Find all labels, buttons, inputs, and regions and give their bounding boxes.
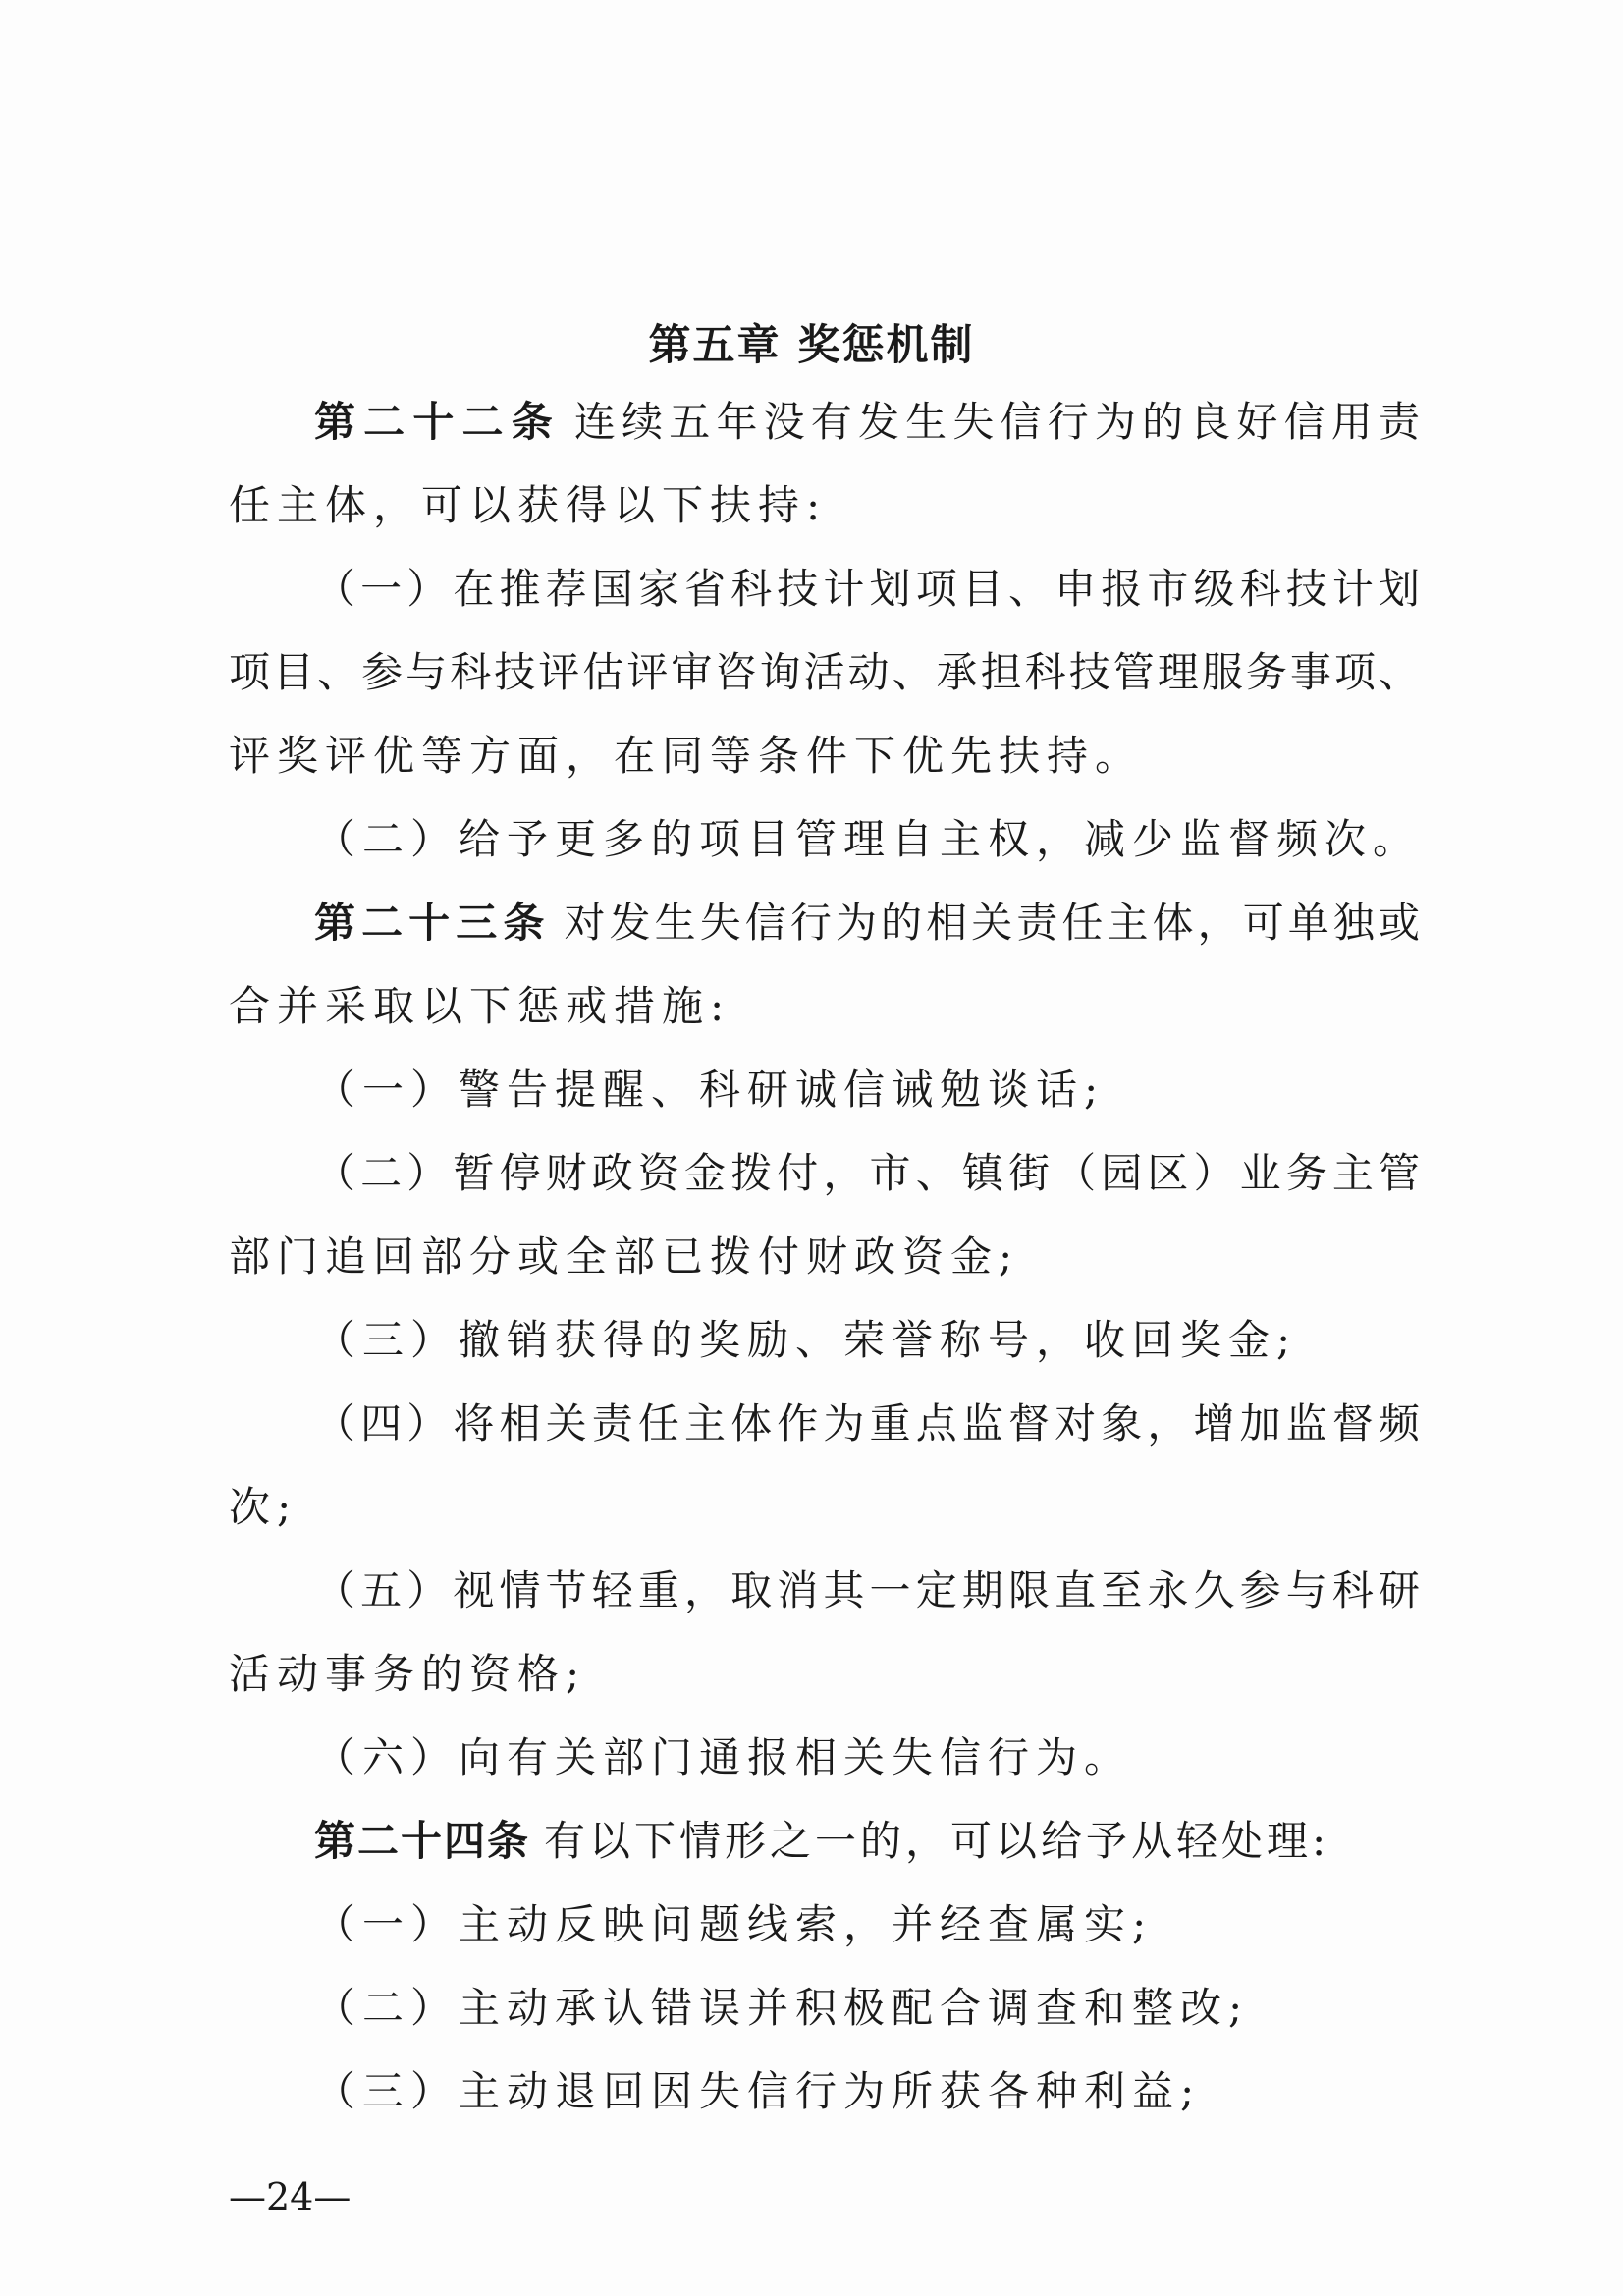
article-24-item-1: （一）主动反映问题线索，并经查属实; bbox=[314, 1900, 1154, 1948]
article-23-line-1 bbox=[314, 894, 1420, 953]
article-22-line-2: 任主体，可以获得以下扶持: bbox=[229, 481, 828, 529]
article-24-item-3: （三）主动退回因失信行为所获各种利益; bbox=[314, 2067, 1202, 2115]
article-23-item-5-line-2: 活动事务的资格; bbox=[229, 1650, 587, 1698]
article-22-item-1-line-1: （一）在推荐国家省科技计划项目、申报市级科技计划 bbox=[314, 565, 1420, 613]
article-22-text: 连续五年没有发生失信行为的良好信用责 bbox=[573, 398, 1420, 446]
article-22-heading: 第二十二条 bbox=[314, 398, 561, 446]
article-24-line-1 bbox=[314, 1812, 1329, 1871]
article-22-item-1-line-2: 项目、参与科技评估评审咨询活动、承担科技管理服务事项、 bbox=[229, 648, 1420, 696]
article-23-heading: 第二十三条 bbox=[314, 899, 551, 947]
page-number: —24— bbox=[229, 2175, 352, 2218]
article-22-item-1-line-3: 评奖评优等方面，在同等条件下优先扶持。 bbox=[229, 732, 1144, 780]
article-24-item-2: （二）主动承认错误并积极配合调查和整改; bbox=[314, 1984, 1250, 2032]
article-23-item-2-line-1: （二）暂停财政资金拨付，市、镇街（园区）业务主管 bbox=[314, 1149, 1420, 1197]
chapter-title: 第五章 奖惩机制 bbox=[648, 321, 975, 370]
article-22-item-2: （二）给予更多的项目管理自主权，减少监督频次。 bbox=[314, 815, 1422, 863]
article-23-item-2-line-2: 部门追回部分或全部已拨付财政资金; bbox=[229, 1232, 1020, 1281]
article-23-item-5-line-1: （五）视情节轻重，取消其一定期限直至永久参与科研 bbox=[314, 1566, 1420, 1614]
article-23-item-1: （一）警告提醒、科研诚信诫勉谈话; bbox=[314, 1066, 1106, 1114]
article-23-item-6: （六）向有关部门通报相关失信行为。 bbox=[314, 1733, 1133, 1781]
article-23-item-4-line-1: （四）将相关责任主体作为重点监督对象，增加监督频 bbox=[314, 1399, 1420, 1448]
article-24-heading: 第二十四条 bbox=[314, 1817, 531, 1865]
article-23-item-3: （三）撤销获得的奖励、荣誉称号，收回奖金; bbox=[314, 1316, 1298, 1364]
article-24-text: 有以下情形之一的，可以给予从轻处理: bbox=[544, 1817, 1330, 1865]
article-23-item-4-line-2: 次; bbox=[229, 1483, 298, 1531]
article-23-line-2: 合并采取以下惩戒措施: bbox=[229, 982, 731, 1030]
article-23-text: 对发生失信行为的相关责任主体，可单独或 bbox=[564, 899, 1420, 947]
article-22-line-1 bbox=[314, 393, 1420, 452]
